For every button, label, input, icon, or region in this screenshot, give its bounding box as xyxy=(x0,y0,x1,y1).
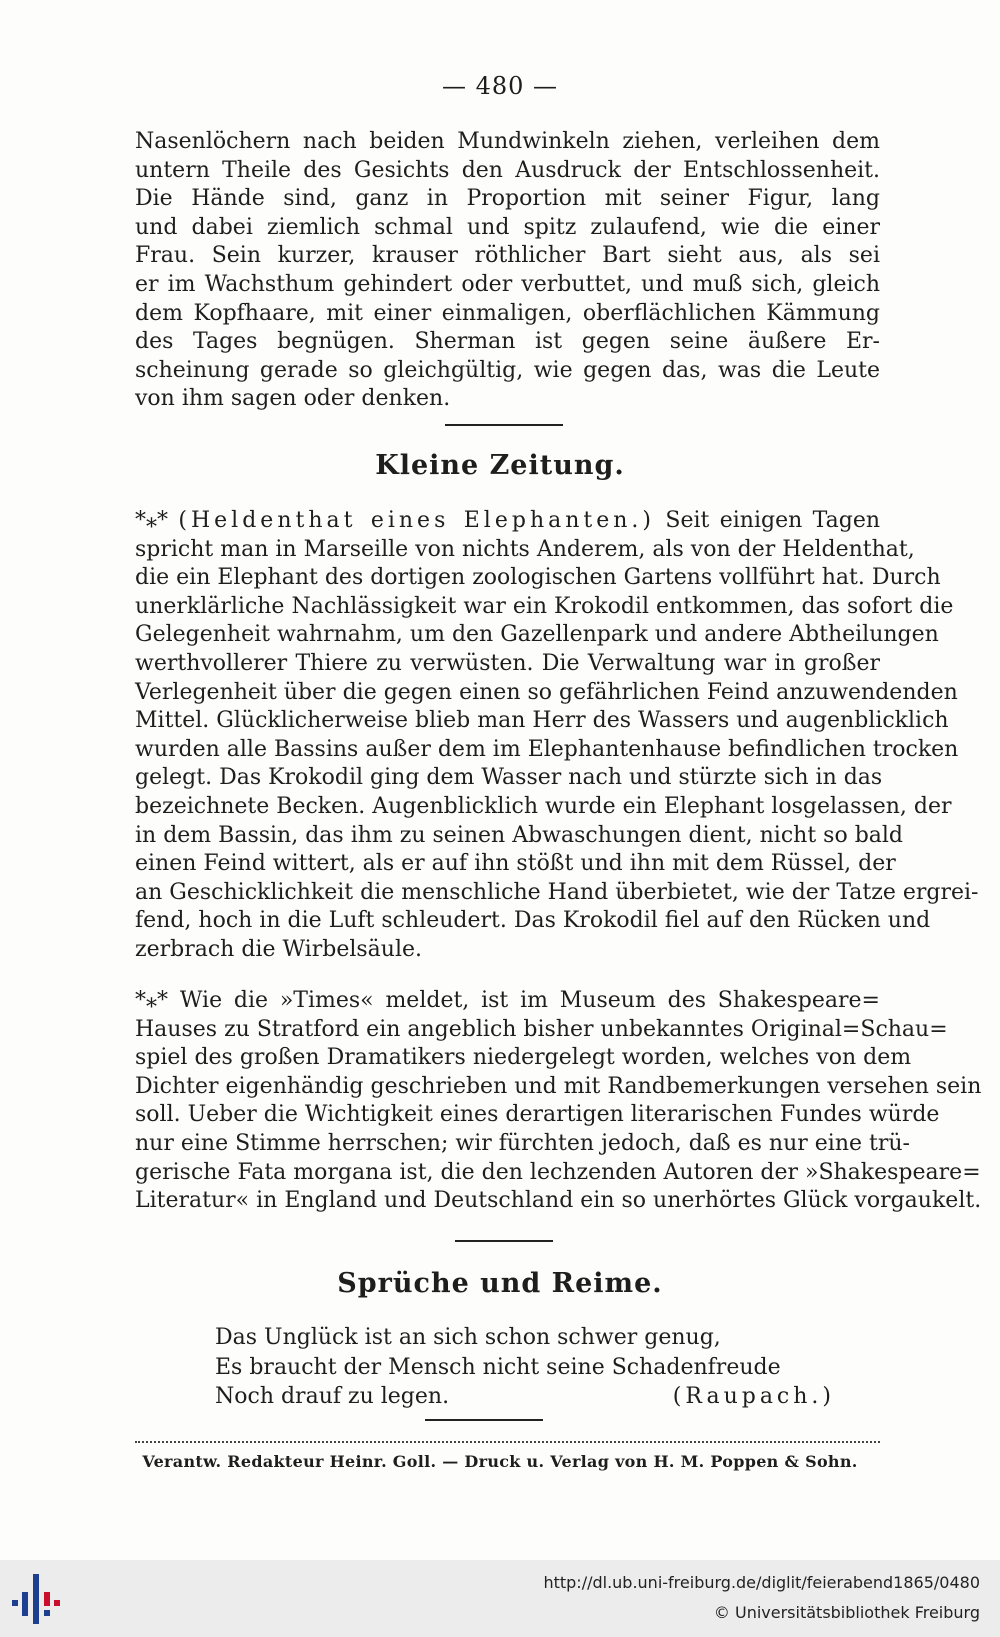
text-line: zerbrach die Wirbelsäule. xyxy=(135,936,422,962)
text-line: untern Theile des Gesichts den Ausdruck der Entschlossenheit. xyxy=(135,157,880,183)
verse-block xyxy=(215,1323,835,1412)
text-line: des Tages begnügen. Sherman ist gegen seine äußere Er- xyxy=(135,329,880,355)
page-number: — 480 — xyxy=(441,72,559,100)
verse-line: Es braucht der Mensch nicht seine Schadenfreude xyxy=(215,1354,781,1380)
text-line: Verlegenheit über die gegen einen so gefährlichen Feind anzuwendenden xyxy=(135,679,958,705)
news-item-elephant xyxy=(135,507,979,965)
text-line: er im Wachsthum gehindert oder verbuttet, und muß sich, gleich xyxy=(135,271,880,297)
text-line: Die Hände sind, ganz in Proportion mit seiner Figur, lang xyxy=(135,186,880,212)
text-line: Dichter eigenhändig geschrieben und mit Randbemerkungen versehen sein xyxy=(135,1073,982,1099)
text-line: soll. Ueber die Wichtigkeit eines derartigen literarischen Fundes würde xyxy=(135,1102,940,1128)
text-line: in dem Bassin, das ihm zu seinen Abwaschungen dient, nicht so bald xyxy=(135,822,904,848)
section-divider xyxy=(425,1419,543,1421)
section-divider xyxy=(455,1240,553,1242)
text-line: an Geschicklichkeit die menschliche Hand überbietet, wie der Tatze ergrei- xyxy=(135,879,979,905)
imprint-divider xyxy=(135,1441,880,1443)
text-line xyxy=(135,987,880,1016)
section-title-sprueche: Sprüche und Reime. xyxy=(337,1268,663,1299)
text-fragment: Seit einigen Tagen xyxy=(665,508,881,533)
text-line: Literatur« in England und Deutschland ein so unerhörtes Glück vorgaukelt. xyxy=(135,1188,982,1214)
text-line: von ihm sagen oder denken. xyxy=(135,386,451,412)
permalink-url[interactable]: http://dl.ub.uni-freiburg.de/diglit/feierabend1865/0480 xyxy=(543,1573,980,1592)
text-line: spricht man in Marseille von nichts Anderem, als von der Heldenthat, xyxy=(135,536,915,562)
section-divider xyxy=(445,424,563,426)
library-logo-icon xyxy=(12,1570,60,1628)
text-fragment: Wie die »Times« meldet, ist im Museum des Shakespeare= xyxy=(179,988,880,1013)
text-line: dem Kopfhaare, mit einer einmaligen, oberflächlichen Kämmung xyxy=(135,300,880,326)
text-line: einen Feind wittert, als er auf ihn stößt und ihn mit dem Rüssel, der xyxy=(135,851,896,877)
text-line: nur eine Stimme herrschen; wir fürchten jedoch, daß es nur eine trü- xyxy=(135,1130,910,1156)
text-line: bezeichnete Becken. Augenblicklich wurde ein Elephant losgelassen, der xyxy=(135,793,952,819)
viewer-footer xyxy=(0,1560,1000,1637)
text-line: die ein Elephant des dortigen zoologischen Gartens vollführt hat. Durch xyxy=(135,565,941,591)
imprint-line: Verantw. Redakteur Heinr. Goll. — Druck u. Verlag von H. M. Poppen & Sohn. xyxy=(142,1452,858,1471)
text-line: gerische Fata morgana ist, die den lechzenden Autoren der »Shakespeare= xyxy=(135,1159,981,1185)
text-line: werthvollerer Thiere zu verwüsten. Die Verwaltung war in großer xyxy=(135,650,880,676)
item-marker: *⁎* xyxy=(135,988,168,1013)
text-line: wurden alle Bassins außer dem im Elephantenhause befindlichen trocken xyxy=(135,736,959,762)
item-marker: *⁎* xyxy=(135,508,168,533)
section-title-kleine-zeitung: Kleine Zeitung. xyxy=(375,450,625,481)
text-line: Frau. Sein kurzer, krauser röthlicher Bart sieht aus, als sei xyxy=(135,243,880,269)
text-line xyxy=(135,507,880,536)
item-title: (Heldenthat eines Elephanten.) xyxy=(178,508,656,533)
text-line: scheinung gerade so gleichgültig, wie gegen das, was die Leute xyxy=(135,357,880,383)
text-line: gelegt. Das Krokodil ging dem Wasser nach und stürzte sich in das xyxy=(135,765,883,791)
text-line: Gelegenheit wahrnahm, um den Gazellenpark und andere Abtheilungen xyxy=(135,622,939,648)
verse-line: Das Unglück ist an sich schon schwer genug, xyxy=(215,1325,721,1350)
text-line: Hauses zu Stratford ein angeblich bisher unbekanntes Original=Schau= xyxy=(135,1016,948,1042)
verse-attribution: (Raupach.) xyxy=(672,1384,835,1409)
text-line: fend, hoch in die Luft schleudert. Das Krokodil fiel auf den Rücken und xyxy=(135,908,931,934)
text-line: spiel des großen Dramatikers niedergelegt worden, welches von dem xyxy=(135,1045,912,1071)
news-item-shakespeare xyxy=(135,987,982,1216)
copyright-notice: © Universitätsbibliothek Freiburg xyxy=(713,1603,980,1622)
text-line: unerklärliche Nachlässigkeit war ein Krokodil entkommen, das sofort die xyxy=(135,593,954,619)
intro-paragraph xyxy=(135,128,880,414)
verse-line xyxy=(215,1382,835,1412)
text-line: Mittel. Glücklicherweise blieb man Herr des Wassers und augenblicklich xyxy=(135,708,949,734)
text-line: Nasenlöchern nach beiden Mundwinkeln ziehen, verleihen dem xyxy=(135,129,880,154)
verse-text: Noch drauf zu legen. xyxy=(215,1384,450,1409)
text-line: und dabei ziemlich schmal und spitz zulaufend, wie die einer xyxy=(135,214,880,240)
